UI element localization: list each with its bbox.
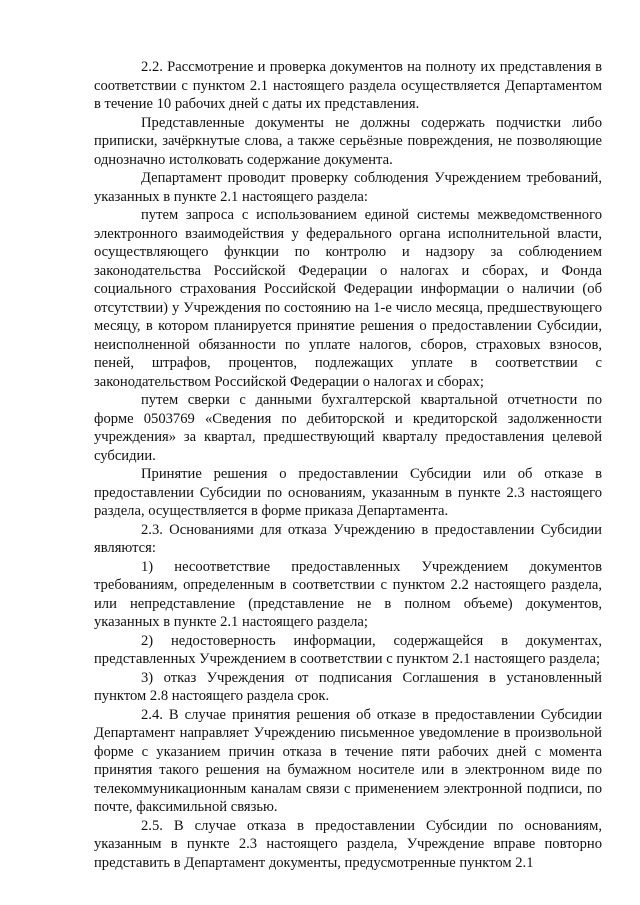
paragraph-2-3: 2.3. Основаниями для отказа Учреждению в предоставлении Субсидии являются: <box>94 521 602 556</box>
paragraph-document-requirements: Представленные документы не должны содержать подчистки либо приписки, зачёркнутые слова, а также серьёзные повреждения, не позволяющие однозначно истолковать содержание документа. <box>94 114 602 168</box>
paragraph-verification-intro: Департамент проводит проверку соблюдения Учреждением требований, указанных в пункте 2.1 настоящего раздела: <box>94 170 602 205</box>
list-item-3: 3) отказ Учреждения от подписания Соглашения в установленный пунктом 2.8 настоящего раздела срок. <box>94 669 602 704</box>
paragraph-decision-order: Принятие решения о предоставлении Субсидии или об отказе в предоставлении Субсидии по основаниям, указанным в пункте 2.3 настоящего раздела, осуществляется в форме приказа Департамента. <box>94 466 602 519</box>
paragraph-2-2: 2.2. Рассмотрение и проверка документов на полноту их представления в соответствии с пунктом 2.1 настоящего раздела осуществляется Департаментом в течение 10 рабочих дней с даты их представления. <box>94 59 602 112</box>
document-page <box>94 58 602 872</box>
paragraph-2-5: 2.5. В случае отказа в предоставлении Субсидии по основаниям, указанным в пункте 2.3 настоящего раздела, Учреждение вправе повторно представить в Департамент документы, предусмотренные пунктом 2.1 <box>94 817 602 871</box>
list-item-1: 1) несоответствие предоставленных Учреждением документов требованиям, определенным в соответствии с пунктом 2.2 настоящего раздела, или непредставление (представление не в полном объеме) документов, указанных в пункте 2.1 настоящего раздела; <box>94 558 602 630</box>
paragraph-accounting-reconciliation: путем сверки с данными бухгалтерской квартальной отчетности по форме 0503769 «Сведения по дебиторской и кредиторской задолженности учреждения» за квартал, предшествующий кварталу предоставления целевой субсидии. <box>94 392 602 464</box>
list-item-2: 2) недостоверность информации, содержащейся в документах, представленных Учреждением в соответствии с пунктом 2.1 настоящего раздела; <box>94 632 602 667</box>
paragraph-2-4: 2.4. В случае принятия решения об отказе в предоставлении Субсидии Департамент направляет Учреждению письменное уведомление в произвольной форме с указанием причин отказа в течение пяти рабочих дней с момента принятия такого решения на бумажном носителе или в электронном виде по телекоммуникационным каналам связи с применением электронной подписи, по почте, факсимильной связью. <box>94 706 602 815</box>
paragraph-interagency-request: путем запроса с использованием единой системы межведомственного электронного взаимодействия у федерального органа исполнительной власти, осуществляющего функции по контролю и надзору за соблюдением законодательства Российской Федерации о налогах и сборах, и Фонда социального страхования Российской Федерации информации о наличии (об отсутствии) у Учреждения по состоянию на 1-е число месяца, предшествующего месяцу, в котором планируется принятие решения о предоставлении Субсидии, неисполненной обязанности по уплате налогов, сборов, страховых взносов, пеней, штрафов, процентов, подлежащих уплате в соответствии с законодательством Российской Федерации о налогах и сборах; <box>94 207 602 390</box>
